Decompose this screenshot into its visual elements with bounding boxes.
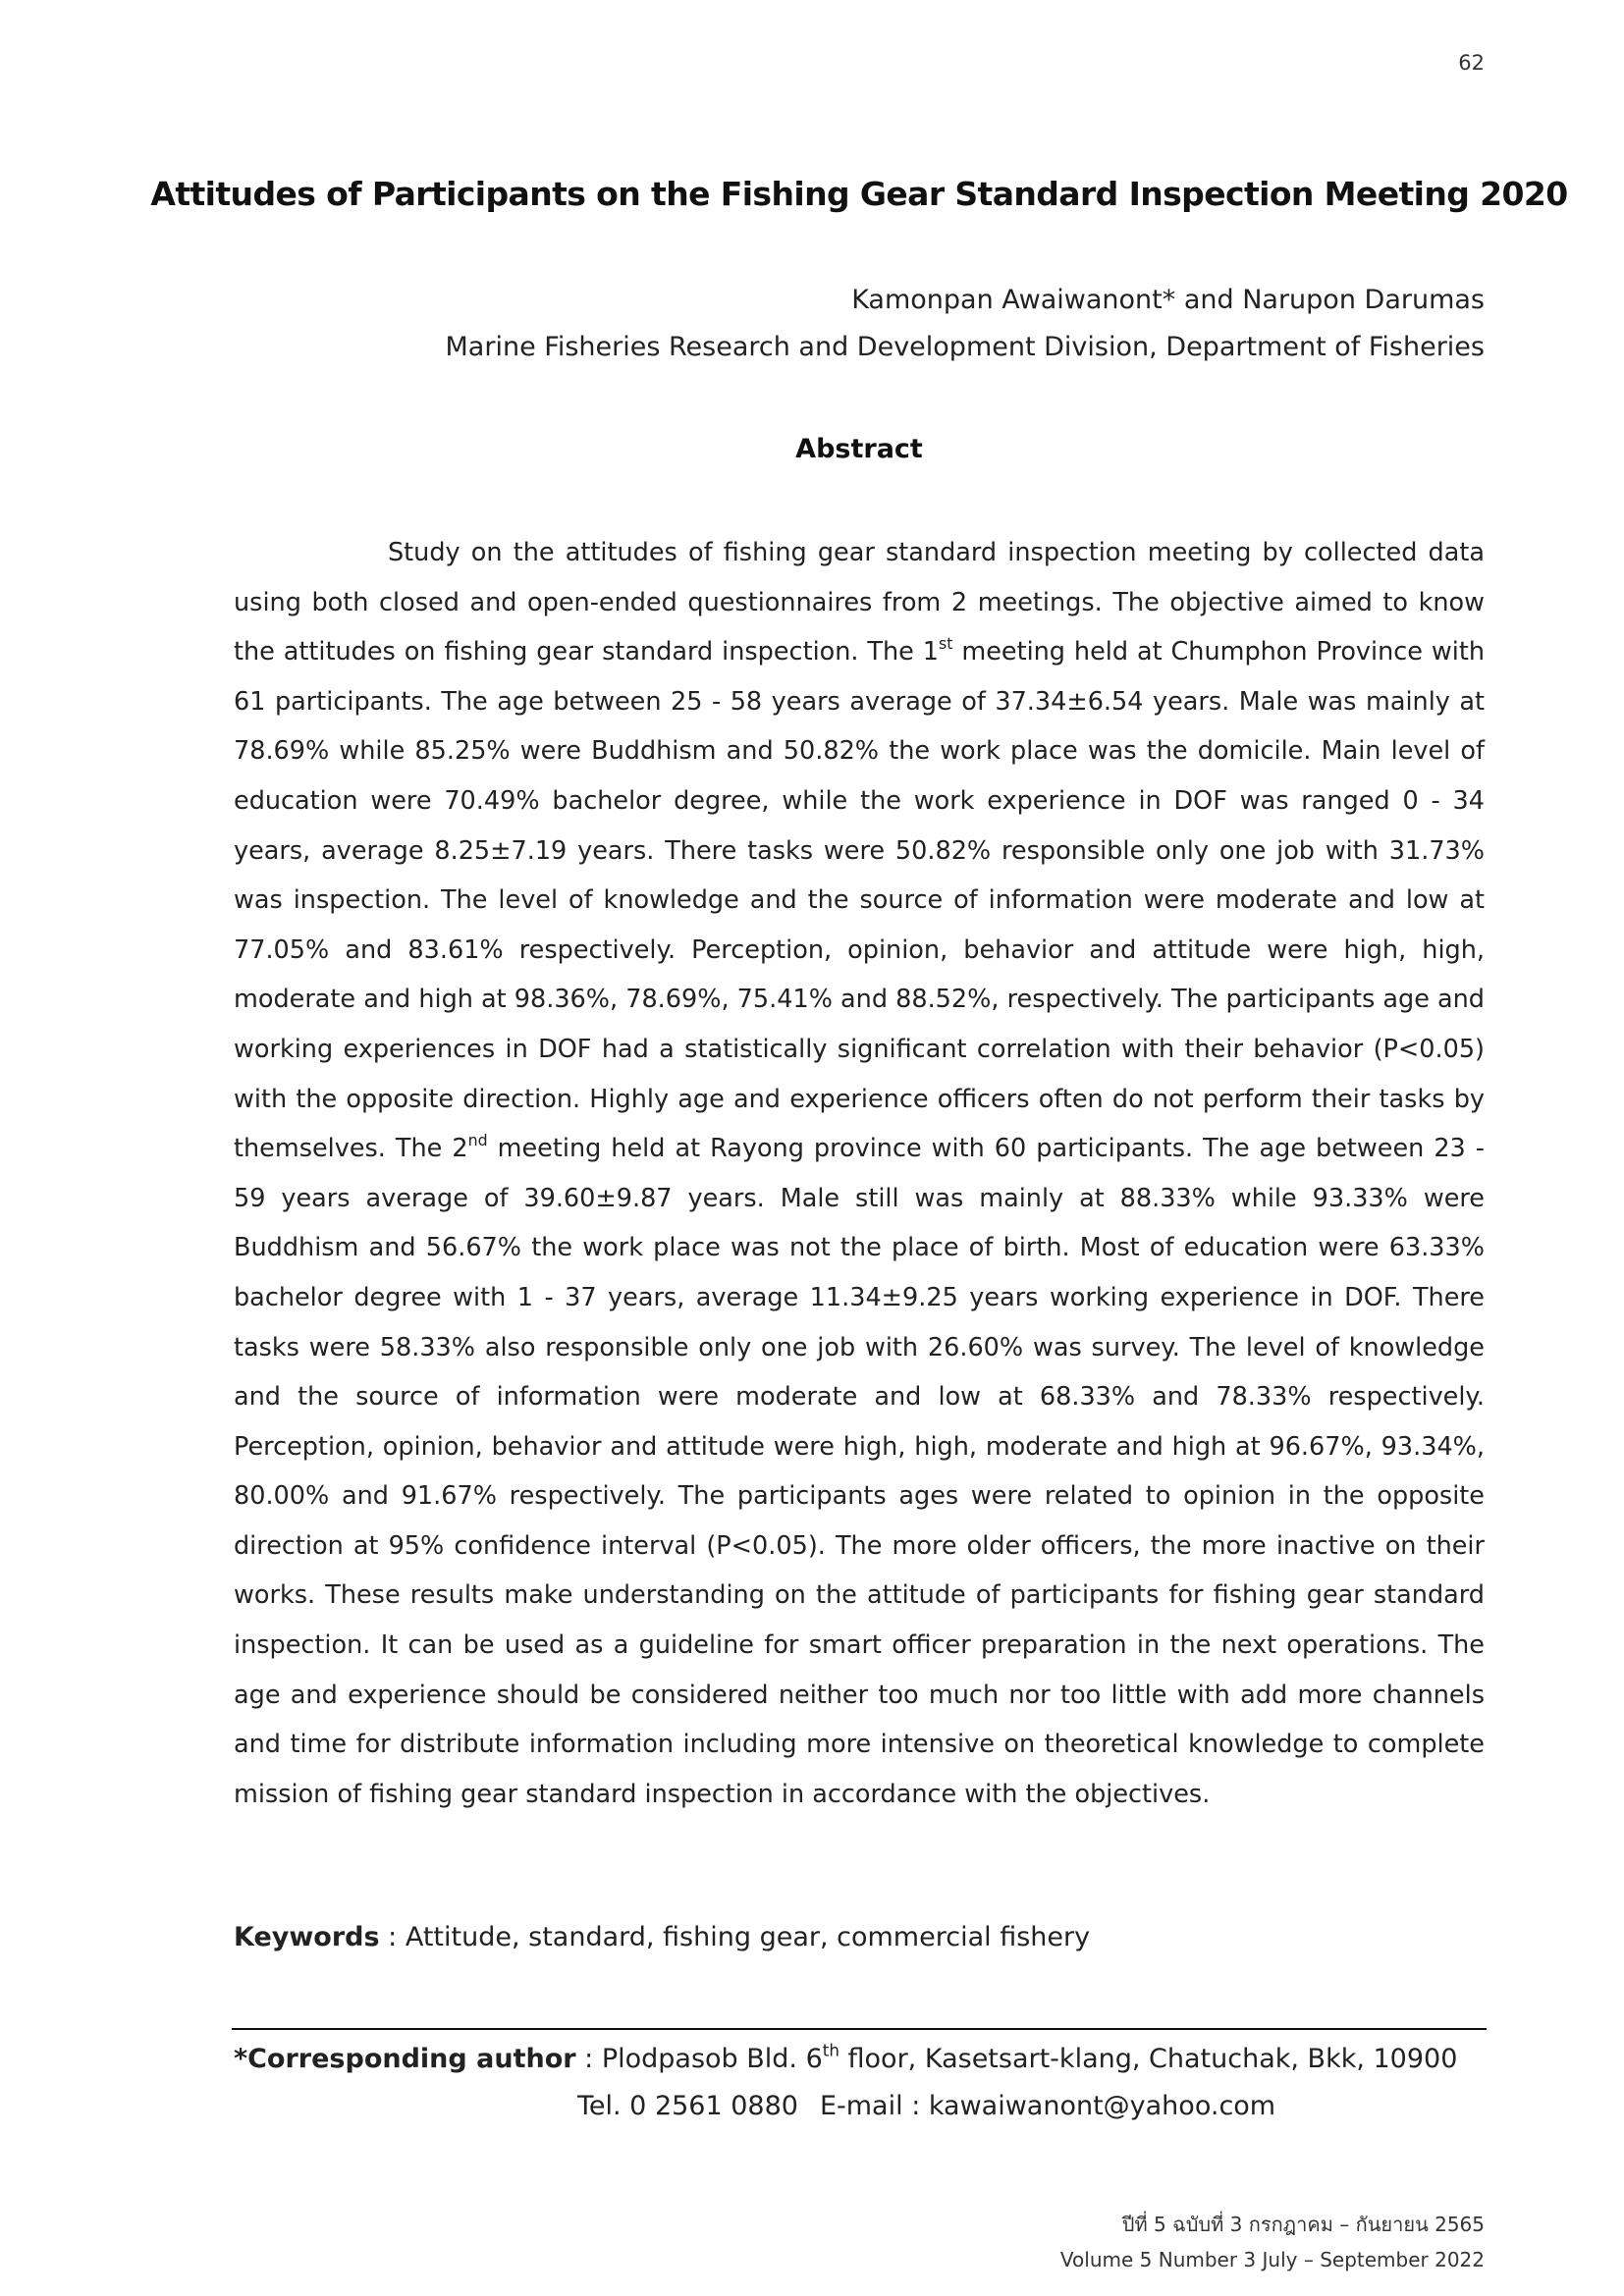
keywords — [234, 1922, 1090, 1952]
abstract-text-part-1: Study on the attitudes of fishing gear standard inspection meeting by collected data using both closed and open-ended questionnaires from 2 meetings. The objective aimed to know the attitudes on fishing gear standard inspection. The 1 — [234, 538, 1485, 667]
abstract-text-part-2: meeting held at Chumphon Province with 61 participants. The age between 25 - 58 years average of 37.34±6.54 years. Male was mainly at 78.69% while 85.25% were Buddhism and 50.82% the work place was the domicile. Main level of education were 70.49% bachelor degree, while the work experience in DOF was ranged 0 - 34 years, average 8.25±7.19 years. There tasks were 50.82% responsible only one job with 31.73% was inspection. The level of knowledge and the source of information were moderate and low at 77.05% and 83.61% respectively. Perception, opinion, behavior and attitude were high, high, moderate and high at 98.36%, 78.69%, 75.41% and 88.52%, respectively. The participants age and working experiences in DOF had a statistically significant correlation with their behavior (P<0.05) with the opposite direction. Highly age and experience officers often do not perform their tasks by themselves. The 2 — [234, 637, 1485, 1164]
ordinal-suffix: nd — [467, 1131, 488, 1150]
abstract-paragraph — [234, 528, 1485, 1819]
footer-issue-english: Volume 5 Number 3 July – September 2022 — [1059, 2248, 1485, 2271]
corresponding-email: E-mail : kawaiwanont@yahoo.com — [819, 2091, 1276, 2121]
footer-issue-thai: ปีที่ 5 ฉบับที่ 3 กรกฎาคม – กันยายน 2565 — [1121, 2213, 1485, 2236]
paper-title: Attitudes of Participants on the Fishing Gear Standard Inspection Meeting 2020 — [150, 175, 1568, 213]
corresponding-tel: Tel. 0 2561 0880 — [577, 2091, 798, 2121]
keywords-separator: : — [379, 1922, 406, 1952]
corresponding-address-rest: floor, Kasetsart-klang, Chatuchak, Bkk, 10900 — [839, 2044, 1458, 2074]
affiliation: Marine Fisheries Research and Development Division, Department of Fisheries — [445, 332, 1485, 362]
ordinal-suffix: st — [939, 634, 953, 654]
corresponding-address: Plodpasob Bld. 6 — [601, 2044, 823, 2074]
abstract-heading: Abstract — [795, 434, 923, 464]
footnote-divider — [232, 2028, 1487, 2030]
corresponding-author-label: *Corresponding author — [234, 2044, 576, 2074]
page-number: 62 — [1458, 51, 1485, 75]
abstract-text-part-3: meeting held at Rayong province with 60 participants. The age between 23 - 59 years average of 39.60±9.87 years. Male still was mainly at 88.33% while 93.33% were Buddhism and 56.67% the work place was not the place of birth. Most of education were 63.33% bachelor degree with 1 - 37 years, average 11.34±9.25 years working experience in DOF. There tasks were 58.33% also responsible only one job with 26.60% was survey. The level of knowledge and the source of information were moderate and low at 68.33% and 78.33% respectively. Perception, opinion, behavior and attitude were high, high, moderate and high at 96.67%, 93.34%, 80.00% and 91.67% respectively. The participants ages were related to opinion in the opposite direction at 95% confidence interval (P<0.05). The more older officers, the more inactive on their works. These results make understanding on the attitude of participants for fishing gear standard inspection. It can be used as a guideline for smart officer preparation in the next operations. The age and experience should be considered neither too much nor too little with add more channels and time for distribute information including more intensive on theoretical knowledge to complete mission of fishing gear standard inspection in accordance with the objectives. — [234, 1134, 1485, 1809]
keywords-label: Keywords — [234, 1922, 380, 1952]
corresponding-contact — [577, 2091, 1275, 2121]
abstract-body — [234, 528, 1485, 1819]
keywords-text: Attitude, standard, fishing gear, commercial fishery — [405, 1922, 1091, 1952]
ordinal-suffix: th — [822, 2040, 839, 2060]
corresponding-author — [234, 2040, 1458, 2074]
author-list: Kamonpan Awaiwanont* and Narupon Darumas — [851, 285, 1485, 315]
corresponding-separator: : — [575, 2044, 602, 2074]
